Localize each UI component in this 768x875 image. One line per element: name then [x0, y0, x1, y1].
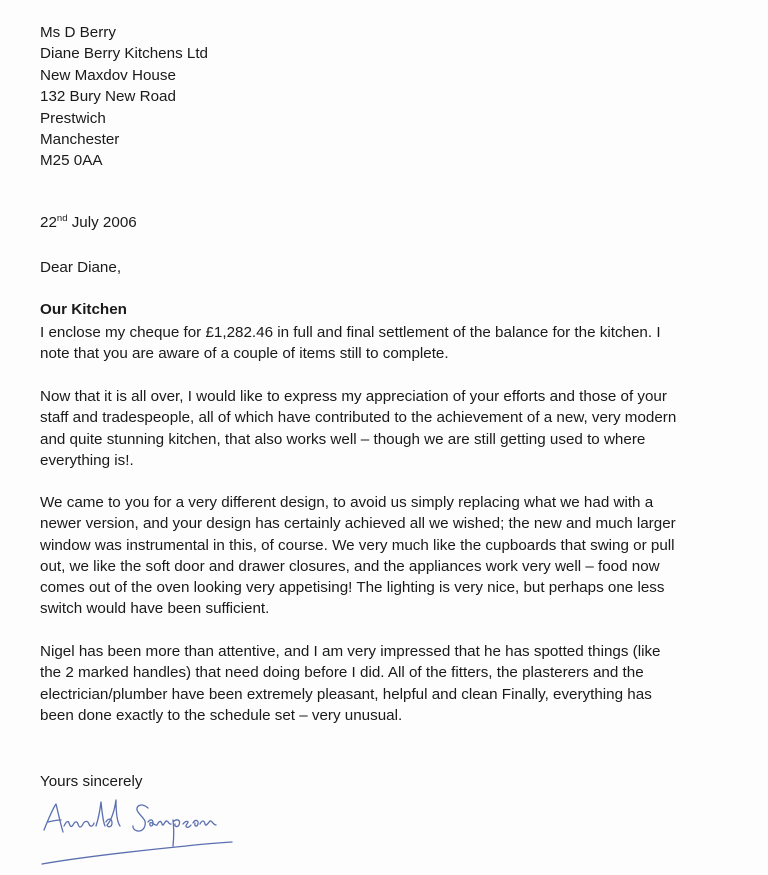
- body-paragraph: [40, 386, 740, 471]
- address-line: New Maxdov House: [40, 66, 176, 84]
- paragraph-line: I enclose my cheque for £1,282.46 in full and final settlement of the balance for the kitchen. I: [40, 324, 661, 341]
- address-line: Ms D Berry: [40, 24, 116, 41]
- body-paragraph: [40, 641, 740, 726]
- closing: Yours sincerely: [40, 773, 143, 790]
- paragraph-line: Now that it is all over, I would like to express my appreciation of your efforts and those of your: [40, 388, 667, 405]
- date-rest: July 2006: [67, 214, 137, 231]
- address-line: M25 0AA: [40, 152, 103, 170]
- paragraph-line: We came to you for a very different design, to avoid us simply replacing what we had with a: [40, 494, 654, 511]
- paragraph-line: and quite stunning kitchen, that also works well – though we are still getting used to where: [40, 430, 646, 448]
- address-line: Prestwich: [40, 109, 106, 127]
- paragraph-line: been done exactly to the schedule set – very unusual.: [40, 706, 403, 724]
- paragraph-line: the 2 marked handles) that need doing before I did. All of the fitters, the plasterers and the: [40, 664, 644, 682]
- handwritten-signature: [36, 792, 246, 872]
- paragraph-line: comes out of the oven looking very appetising! The lighting is very nice, but perhaps one less: [40, 579, 665, 597]
- paragraph-line: window was instrumental in this, of course. We very much like the cupboards that swing or pull: [40, 536, 675, 554]
- paragraph-line: electrician/plumber have been extremely pleasant, helpful and clean Finally, everything has: [40, 685, 652, 703]
- paragraph-line: newer version, and your design has certainly achieved all we wished; the new and much larger: [40, 515, 676, 533]
- recipient-address: [40, 22, 208, 172]
- date-suffix: nd: [56, 213, 68, 224]
- paragraph-line: switch would have been sufficient.: [40, 600, 270, 618]
- date-day: 22: [40, 214, 57, 231]
- address-line: Diane Berry Kitchens Ltd: [40, 45, 208, 63]
- paragraph-line: out, we like the soft door and drawer closures, and the appliances work very well – food now: [40, 557, 660, 575]
- salutation: Dear Diane,: [40, 259, 122, 276]
- paragraph-line: Nigel has been more than attentive, and I am very impressed that he has spotted things (like: [40, 643, 661, 660]
- paragraph-line: note that you are aware of a couple of items still to complete.: [40, 345, 449, 363]
- address-line: 132 Bury New Road: [40, 88, 176, 106]
- body-paragraph: [40, 492, 740, 620]
- subject-heading: Our Kitchen: [40, 301, 127, 318]
- body-paragraph: [40, 322, 740, 365]
- letter-date: [40, 212, 137, 233]
- paragraph-line: staff and tradespeople, all of which have contributed to the achievement of a new, very modern: [40, 409, 677, 427]
- address-line: Manchester: [40, 131, 120, 149]
- paragraph-line: everything is!.: [40, 451, 134, 469]
